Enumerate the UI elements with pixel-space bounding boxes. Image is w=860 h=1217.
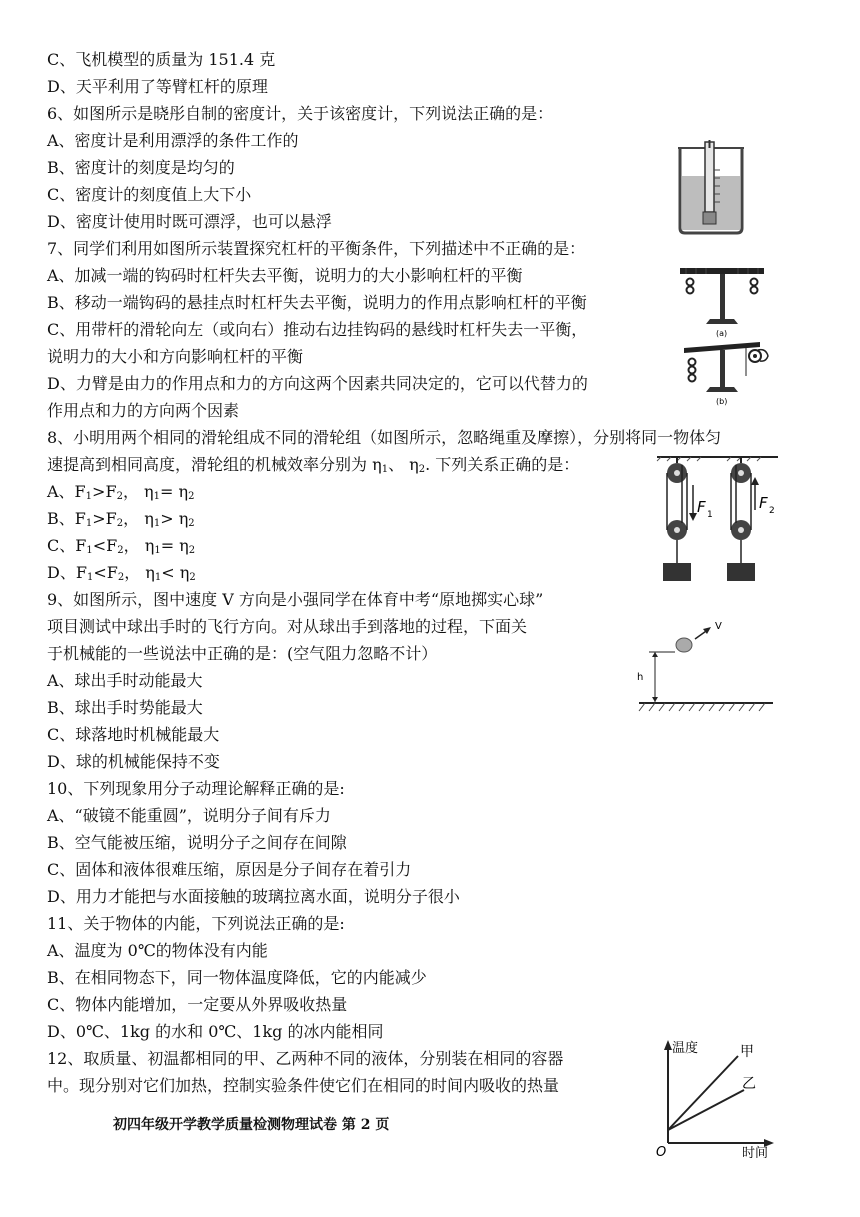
lever-b-label: (b)	[716, 397, 728, 406]
option-d-q8: D、$F_1<F_2$， $\eta_1< \eta_2$	[47, 563, 196, 583]
q8-text-mid: 、 η	[388, 455, 419, 474]
option-c-q9: C、球落地时机械能最大	[47, 725, 220, 744]
q8-sub1: 1	[381, 464, 389, 475]
pulley-f1-label: F	[697, 498, 706, 516]
graph-origin: O	[656, 1145, 667, 1158]
graph-ylabel: 温度	[672, 1041, 699, 1056]
option-d-q9: D、球的机械能保持不变	[47, 752, 220, 771]
pulley-figure	[655, 455, 780, 583]
ball-h-label: h	[637, 672, 644, 683]
option-a-q11: A、温度为 0℃的物体没有内能	[47, 941, 268, 960]
option-c-q7: C、用带杆的滑轮向左（或向右）推动右边挂钩码的悬线时杠杆失去一平衡，	[47, 320, 588, 339]
option-d-q10: D、用力才能把与水面接触的玻璃拉离水面，说明分子很小	[47, 887, 460, 906]
option-a-q7: A、加减一端的钩码时杠杆失去平衡，说明力的大小影响杠杆的平衡	[47, 266, 523, 285]
option-b-q7: B、移动一端钩码的悬挂点时杠杆失去平衡，说明力的作用点影响杠杆的平衡	[47, 293, 587, 312]
option-d-q6: D、密度计使用时既可漂浮，也可以悬浮	[47, 212, 332, 231]
option-b-q8: B、$F_1>F_2$， $\eta_1> \eta_2$	[47, 509, 195, 529]
pulley-f2-sub: 2	[769, 506, 775, 516]
option-d-q11: D、0℃、1kg 的水和 0℃、1kg 的冰内能相同	[47, 1022, 384, 1041]
question-9-cont2: 于机械能的一些说法中正确的是：(空气阻力忽略不计）	[47, 644, 438, 663]
page-footer: 初四年级开学教学质量检测物理试卷 第 2 页	[113, 1117, 390, 1133]
q8-text-a: 速提高到相同高度，滑轮组的机械效率分别为 η	[47, 455, 382, 474]
option-b-q11: B、在相同物态下，同一物体温度降低，它的内能减少	[47, 968, 427, 987]
option-c-q10: C、固体和液体很难压缩，原因是分子间存在着引力	[47, 860, 412, 879]
pulley-f1-sub: 1	[707, 510, 713, 520]
question-9-cont1: 项目测试中球出手时的飞行方向。对从球出手到落地的过程，下面关	[47, 617, 528, 636]
graph-xlabel: 时间	[742, 1146, 769, 1158]
thrown-ball-figure	[637, 615, 777, 715]
option-d-q5: D、天平利用了等臂杠杆的原理	[47, 77, 268, 96]
temperature-graph-figure	[650, 1038, 780, 1158]
option-c-q11: C、物体内能增加，一定要从外界吸收热量	[47, 995, 348, 1014]
option-a-q6: A、密度计是利用漂浮的条件工作的	[47, 131, 299, 150]
option-c-q6: C、密度计的刻度值上大下小	[47, 185, 252, 204]
option-b-q6: B、密度计的刻度是均匀的	[47, 158, 235, 177]
question-8: 8、小明用两个相同的滑轮组成不同的滑轮组（如图所示，忽略绳重及摩擦），分别将同一物体匀	[47, 428, 722, 447]
option-b-q10: B、空气能被压缩，说明分子之间存在间隙	[47, 833, 347, 852]
lever-figure-a	[678, 262, 768, 340]
lever-a-label: (a)	[716, 329, 728, 338]
question-12: 12、取质量、初温都相同的甲、乙两种不同的液体，分别装在相同的容器	[47, 1049, 564, 1068]
question-9: 9、如图所示，图中速度 V 方向是小强同学在体育中考“原地掷实心球”	[47, 590, 544, 609]
question-8-cont	[47, 455, 579, 480]
graph-series-yi: 乙	[742, 1076, 756, 1092]
option-c-q7-cont: 说明力的大小和方向影响杠杆的平衡	[47, 347, 304, 366]
option-c-q8: C、$F_1<F_2$， $\eta_1= \eta_2$	[47, 536, 196, 556]
option-d-q7-cont: 作用点和力的方向两个因素	[47, 401, 240, 420]
option-c-q5: C、飞机模型的质量为 151.4 克	[47, 50, 276, 69]
option-a-q10: A、“破镜不能重圆”，说明分子间有斥力	[47, 806, 331, 825]
option-d-q7: D、力臂是由力的作用点和力的方向这两个因素共同决定的，它可以代替力的	[47, 374, 588, 393]
question-12-cont: 中。现分别对它们加热，控制实验条件使它们在相同的时间内吸收的热量	[47, 1076, 560, 1095]
density-meter-figure	[676, 140, 746, 235]
option-a-q8: A、$F_1>F_2$， $\eta_1= \eta_2$	[47, 482, 195, 502]
ball-v-label: V	[715, 621, 722, 632]
q8-sub2: 2	[418, 464, 426, 475]
question-11: 11、关于物体的内能，下列说法正确的是:	[47, 914, 345, 933]
question-7: 7、同学们利用如图所示装置探究杠杆的平衡条件，下列描述中不正确的是：	[47, 239, 586, 258]
question-6: 6、如图所示是晓彤自制的密度计，关于该密度计，下列说法正确的是：	[47, 104, 554, 123]
option-a-q9: A、球出手时动能最大	[47, 671, 203, 690]
graph-series-jia: 甲	[740, 1044, 754, 1060]
lever-figure-b	[680, 336, 770, 408]
question-10: 10、下列现象用分子动理论解释正确的是:	[47, 779, 345, 798]
option-b-q9: B、球出手时势能最大	[47, 698, 203, 717]
q8-text-tail: . 下列关系正确的是：	[425, 455, 580, 474]
pulley-f2-label: F	[759, 494, 768, 512]
